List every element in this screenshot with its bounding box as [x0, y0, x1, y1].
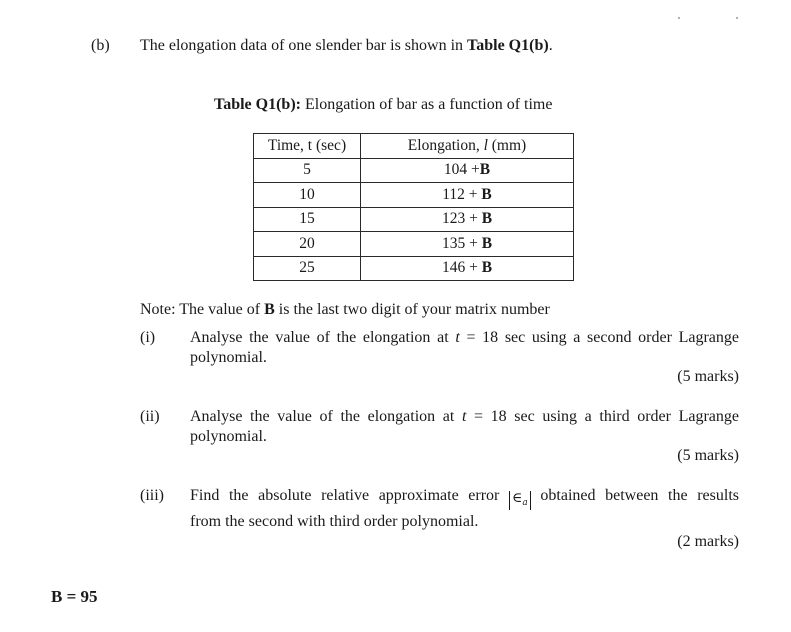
table-caption: Table Q1(b): Elongation of bar as a function of time	[214, 96, 553, 113]
question-label: (b)	[91, 37, 110, 54]
time-cell: 10	[254, 183, 361, 208]
time-cell: 5	[254, 158, 361, 183]
part-i-line1: Analyse the value of the elongation at t = 18 sec using a second order Lagrange	[190, 329, 739, 346]
elongation-cell: 135 + B	[361, 232, 574, 257]
table-header-row	[254, 134, 574, 159]
table-row	[254, 183, 574, 208]
header-elongation: Elongation, l (mm)	[361, 134, 574, 159]
part-i-label: (i)	[140, 329, 156, 346]
part-ii-line2: polynomial.	[190, 428, 267, 445]
elongation-table	[253, 133, 574, 281]
table-row	[254, 232, 574, 257]
header-time: Time, t (sec)	[254, 134, 361, 159]
elongation-cell: 104 +B	[361, 158, 574, 183]
part-iii-marks: (2 marks)	[677, 533, 739, 550]
table-row	[254, 207, 574, 232]
elongation-cell: 146 + B	[361, 256, 574, 281]
elongation-cell: 123 + B	[361, 207, 574, 232]
part-ii-label: (ii)	[140, 408, 160, 425]
part-ii-marks: (5 marks)	[677, 447, 739, 464]
part-i-marks: (5 marks)	[677, 368, 739, 385]
relative-error-symbol: $\in_a$	[509, 491, 531, 510]
table-reference: Table Q1(b)	[467, 37, 549, 54]
part-iii-label: (iii)	[140, 487, 164, 504]
note-text: Note: The value of B is the last two digit of your matrix number	[140, 301, 550, 318]
question-intro: The elongation data of one slender bar is shown in Table Q1(b).	[140, 37, 553, 54]
scan-speck	[678, 17, 680, 19]
time-cell: 25	[254, 256, 361, 281]
scan-speck	[736, 17, 738, 19]
table-row	[254, 158, 574, 183]
part-ii-line1: Analyse the value of the elongation at t = 18 sec using a third order Lagrange	[190, 408, 739, 425]
time-cell: 20	[254, 232, 361, 257]
part-iii-line1: Find the absolute relative approximate error $\in_a$ obtained between the results	[190, 487, 740, 508]
part-iii-line2: from the second with third order polynomial.	[190, 513, 479, 530]
time-cell: 15	[254, 207, 361, 232]
elongation-cell: 112 + B	[361, 183, 574, 208]
part-i-line2: polynomial.	[190, 349, 267, 366]
b-value-note: B = 95	[51, 587, 98, 606]
table-row	[254, 256, 574, 281]
